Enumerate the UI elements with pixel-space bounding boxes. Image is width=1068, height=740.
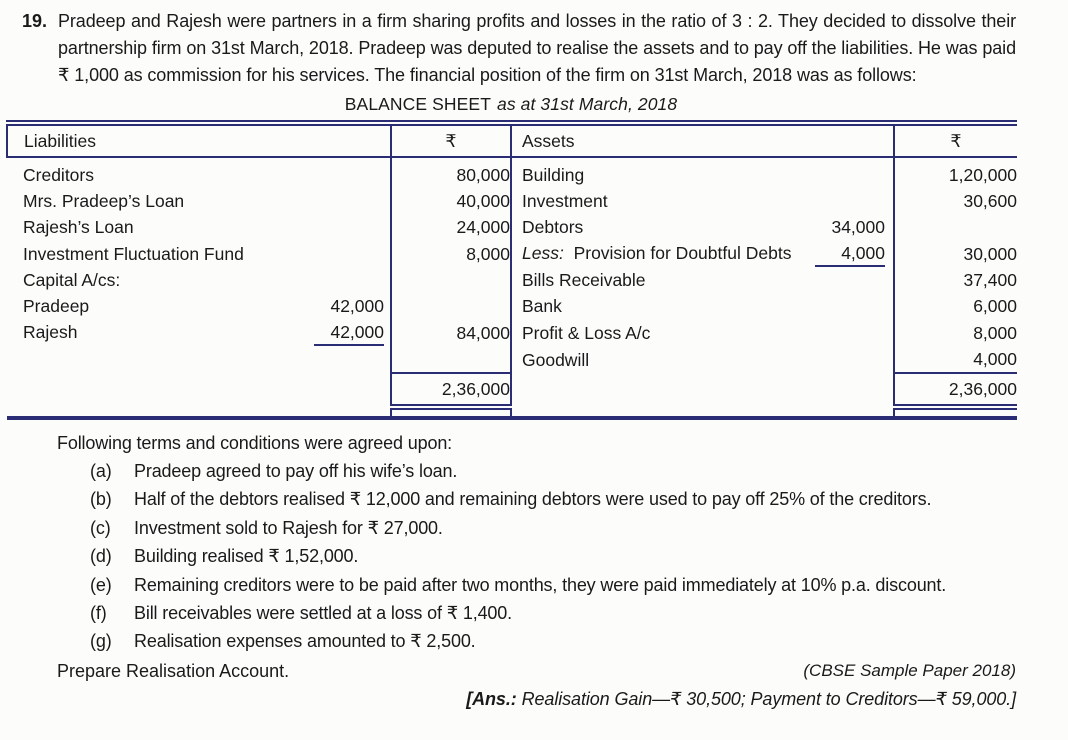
term-item bbox=[90, 571, 1016, 599]
asset-name-cell bbox=[511, 293, 894, 319]
asset-amount-cell: 4,000 bbox=[894, 346, 1017, 373]
column-header-liabilities-amount: ₹ bbox=[391, 123, 511, 157]
liability-name-cell bbox=[7, 267, 391, 293]
balance-sheet-table bbox=[6, 120, 1017, 420]
table-row bbox=[7, 188, 1017, 214]
source-citation: (CBSE Sample Paper 2018) bbox=[803, 660, 1016, 680]
balance-sheet-footer bbox=[7, 373, 1017, 418]
table-row bbox=[7, 267, 1017, 293]
asset-name: Debtors bbox=[522, 217, 584, 237]
liability-name: Capital A/cs: bbox=[23, 270, 121, 290]
asset-cell-content bbox=[512, 162, 893, 188]
answer-text: Realisation Gain—₹ 30,500; Payment to Creditors—₹ 59,000.] bbox=[521, 688, 1016, 709]
asset-sub-amount: 34,000 bbox=[831, 217, 885, 237]
liability-amount-cell: 24,000 bbox=[391, 214, 511, 240]
liability-cell-content bbox=[7, 267, 390, 293]
empty-cell bbox=[7, 407, 391, 418]
liability-name: Creditors bbox=[23, 165, 94, 185]
less-label: Less: bbox=[522, 243, 574, 263]
asset-name: Bank bbox=[522, 296, 562, 316]
asset-sub-amount: 4,000 bbox=[815, 242, 885, 267]
liabilities-total: 2,36,000 bbox=[391, 373, 511, 407]
empty-cell bbox=[7, 373, 391, 407]
asset-amount-cell: 6,000 bbox=[894, 293, 1017, 319]
column-header-liabilities: Liabilities bbox=[7, 123, 391, 157]
liability-amount-cell: 8,000 bbox=[391, 240, 511, 267]
table-row bbox=[7, 240, 1017, 267]
asset-cell-content bbox=[512, 347, 893, 373]
term-item bbox=[90, 599, 1016, 627]
balance-sheet-title-date: as at 31st March, 2018 bbox=[497, 94, 678, 114]
liability-name-cell bbox=[7, 319, 391, 346]
liability-name-cell bbox=[7, 346, 391, 373]
asset-name: Investment bbox=[522, 191, 608, 211]
term-item bbox=[90, 485, 1016, 513]
term-text: Bill receivables were settled at a loss of ₹ 1,400. bbox=[134, 603, 512, 624]
term-label: (b) bbox=[90, 489, 112, 510]
asset-cell-content bbox=[512, 267, 893, 293]
asset-cell-content bbox=[512, 188, 893, 214]
asset-amount-cell: 1,20,000 bbox=[894, 157, 1017, 188]
liability-amount-cell: 84,000 bbox=[391, 319, 511, 346]
terms-section bbox=[6, 429, 1016, 656]
answer-line bbox=[6, 685, 1016, 713]
column-header-assets: Assets bbox=[511, 123, 894, 157]
asset-name: Less: Provision for Doubtful Debts bbox=[522, 243, 792, 263]
terms-list bbox=[6, 457, 1016, 656]
liability-cell-content bbox=[7, 162, 390, 188]
term-item bbox=[90, 457, 1016, 485]
assets-total: 2,36,000 bbox=[894, 373, 1017, 407]
liability-name: Pradeep bbox=[23, 296, 90, 316]
liability-cell-content bbox=[7, 319, 390, 346]
answer-prefix: [Ans.: bbox=[466, 688, 517, 709]
asset-amount-cell: 37,400 bbox=[894, 267, 1017, 293]
term-item bbox=[90, 514, 1016, 542]
term-text: Realisation expenses amounted to ₹ 2,500. bbox=[134, 631, 476, 652]
term-text: Investment sold to Rajesh for ₹ 27,000. bbox=[134, 517, 443, 538]
asset-name-cell bbox=[511, 346, 894, 373]
liability-name-cell bbox=[7, 240, 391, 267]
term-label: (g) bbox=[90, 631, 112, 652]
liability-name: Rajesh’s Loan bbox=[23, 217, 134, 237]
term-text: Remaining creditors were to be paid after two months, they were paid immediately at 10% p.a. discount. bbox=[134, 574, 947, 595]
liability-name-cell bbox=[7, 293, 391, 319]
liability-amount-cell: 80,000 bbox=[391, 157, 511, 188]
column-header-assets-amount: ₹ bbox=[894, 123, 1017, 157]
balance-sheet-title-main: BALANCE SHEET bbox=[344, 94, 491, 114]
asset-name-cell bbox=[511, 214, 894, 240]
asset-name: Goodwill bbox=[522, 349, 590, 370]
asset-name-cell bbox=[511, 240, 894, 267]
table-row bbox=[7, 346, 1017, 373]
term-text: Building realised ₹ 1,52,000. bbox=[134, 546, 359, 567]
empty-cell bbox=[511, 373, 894, 407]
asset-name-cell bbox=[511, 319, 894, 346]
liability-name-cell bbox=[7, 157, 391, 188]
liability-amount-cell bbox=[391, 267, 511, 293]
asset-amount-cell: 30,600 bbox=[894, 188, 1017, 214]
balance-sheet-header bbox=[7, 123, 1017, 157]
asset-name-cell bbox=[511, 157, 894, 188]
asset-name-cell bbox=[511, 267, 894, 293]
liability-cell-content bbox=[7, 214, 390, 240]
asset-cell-content bbox=[512, 240, 893, 267]
table-row bbox=[7, 214, 1017, 240]
term-text: Pradeep agreed to pay off his wife’s loan. bbox=[134, 461, 458, 481]
asset-cell-content bbox=[512, 214, 893, 240]
terms-intro: Following terms and conditions were agreed upon: bbox=[57, 433, 453, 453]
empty-cell bbox=[511, 407, 894, 418]
liability-cell-content bbox=[7, 188, 390, 214]
term-label: (d) bbox=[90, 546, 112, 567]
balance-sheet-title bbox=[6, 94, 1016, 115]
empty-cell bbox=[894, 407, 1017, 418]
liability-cell-content bbox=[7, 293, 390, 319]
balance-sheet-rows bbox=[7, 157, 1017, 373]
table-row bbox=[7, 319, 1017, 346]
liability-sub-amount: 42,000 bbox=[330, 296, 384, 316]
asset-name-cell bbox=[511, 188, 894, 214]
table-row bbox=[7, 293, 1017, 319]
term-item bbox=[90, 542, 1016, 570]
term-label: (c) bbox=[90, 517, 111, 538]
term-item bbox=[90, 627, 1016, 655]
liability-name: Mrs. Pradeep’s Loan bbox=[23, 191, 185, 211]
closing-row bbox=[6, 657, 1016, 685]
asset-name: Building bbox=[522, 165, 585, 185]
question-text: Pradeep and Rajesh were partners in a firm sharing profits and losses in the ratio of 3 : 2. They decided to dissolve their partnership firm on 31st March, 2018. Pradeep was deputed to realise the assets and to pay off the liabilities. He was paid ₹ 1,000 as commission for his services. The financial position of the firm on 31st March, 2018 was as follows: bbox=[58, 11, 1016, 85]
question-number: 19. bbox=[22, 11, 48, 31]
term-label: (a) bbox=[90, 461, 112, 481]
closing-instruction: Prepare Realisation Account. bbox=[57, 660, 290, 681]
term-label: (e) bbox=[90, 574, 112, 595]
table-row bbox=[7, 157, 1017, 188]
liability-cell-content bbox=[7, 241, 390, 267]
asset-amount-cell: 30,000 bbox=[894, 240, 1017, 267]
liability-amount-cell bbox=[391, 293, 511, 319]
liability-name-cell bbox=[7, 188, 391, 214]
asset-amount-cell bbox=[894, 214, 1017, 240]
empty-cell bbox=[391, 407, 511, 418]
liability-name: Investment Fluctuation Fund bbox=[23, 243, 244, 264]
table-spacer-row bbox=[7, 407, 1017, 418]
asset-name: Profit & Loss A/c bbox=[522, 322, 651, 343]
term-label: (f) bbox=[90, 603, 107, 624]
liability-name-cell bbox=[7, 214, 391, 240]
liability-amount-cell bbox=[391, 346, 511, 373]
asset-cell-content bbox=[512, 320, 893, 346]
question-block bbox=[22, 8, 1016, 89]
liability-name: Rajesh bbox=[23, 322, 78, 342]
liability-amount-cell: 40,000 bbox=[391, 188, 511, 214]
asset-amount-cell: 8,000 bbox=[894, 319, 1017, 346]
liability-sub-amount: 42,000 bbox=[314, 321, 384, 346]
balance-sheet-total-row bbox=[7, 373, 1017, 407]
term-text: Half of the debtors realised ₹ 12,000 and remaining debtors were used to pay off 25% of the creditors. bbox=[134, 489, 932, 510]
asset-name: Bills Receivable bbox=[522, 270, 646, 290]
asset-cell-content bbox=[512, 293, 893, 319]
